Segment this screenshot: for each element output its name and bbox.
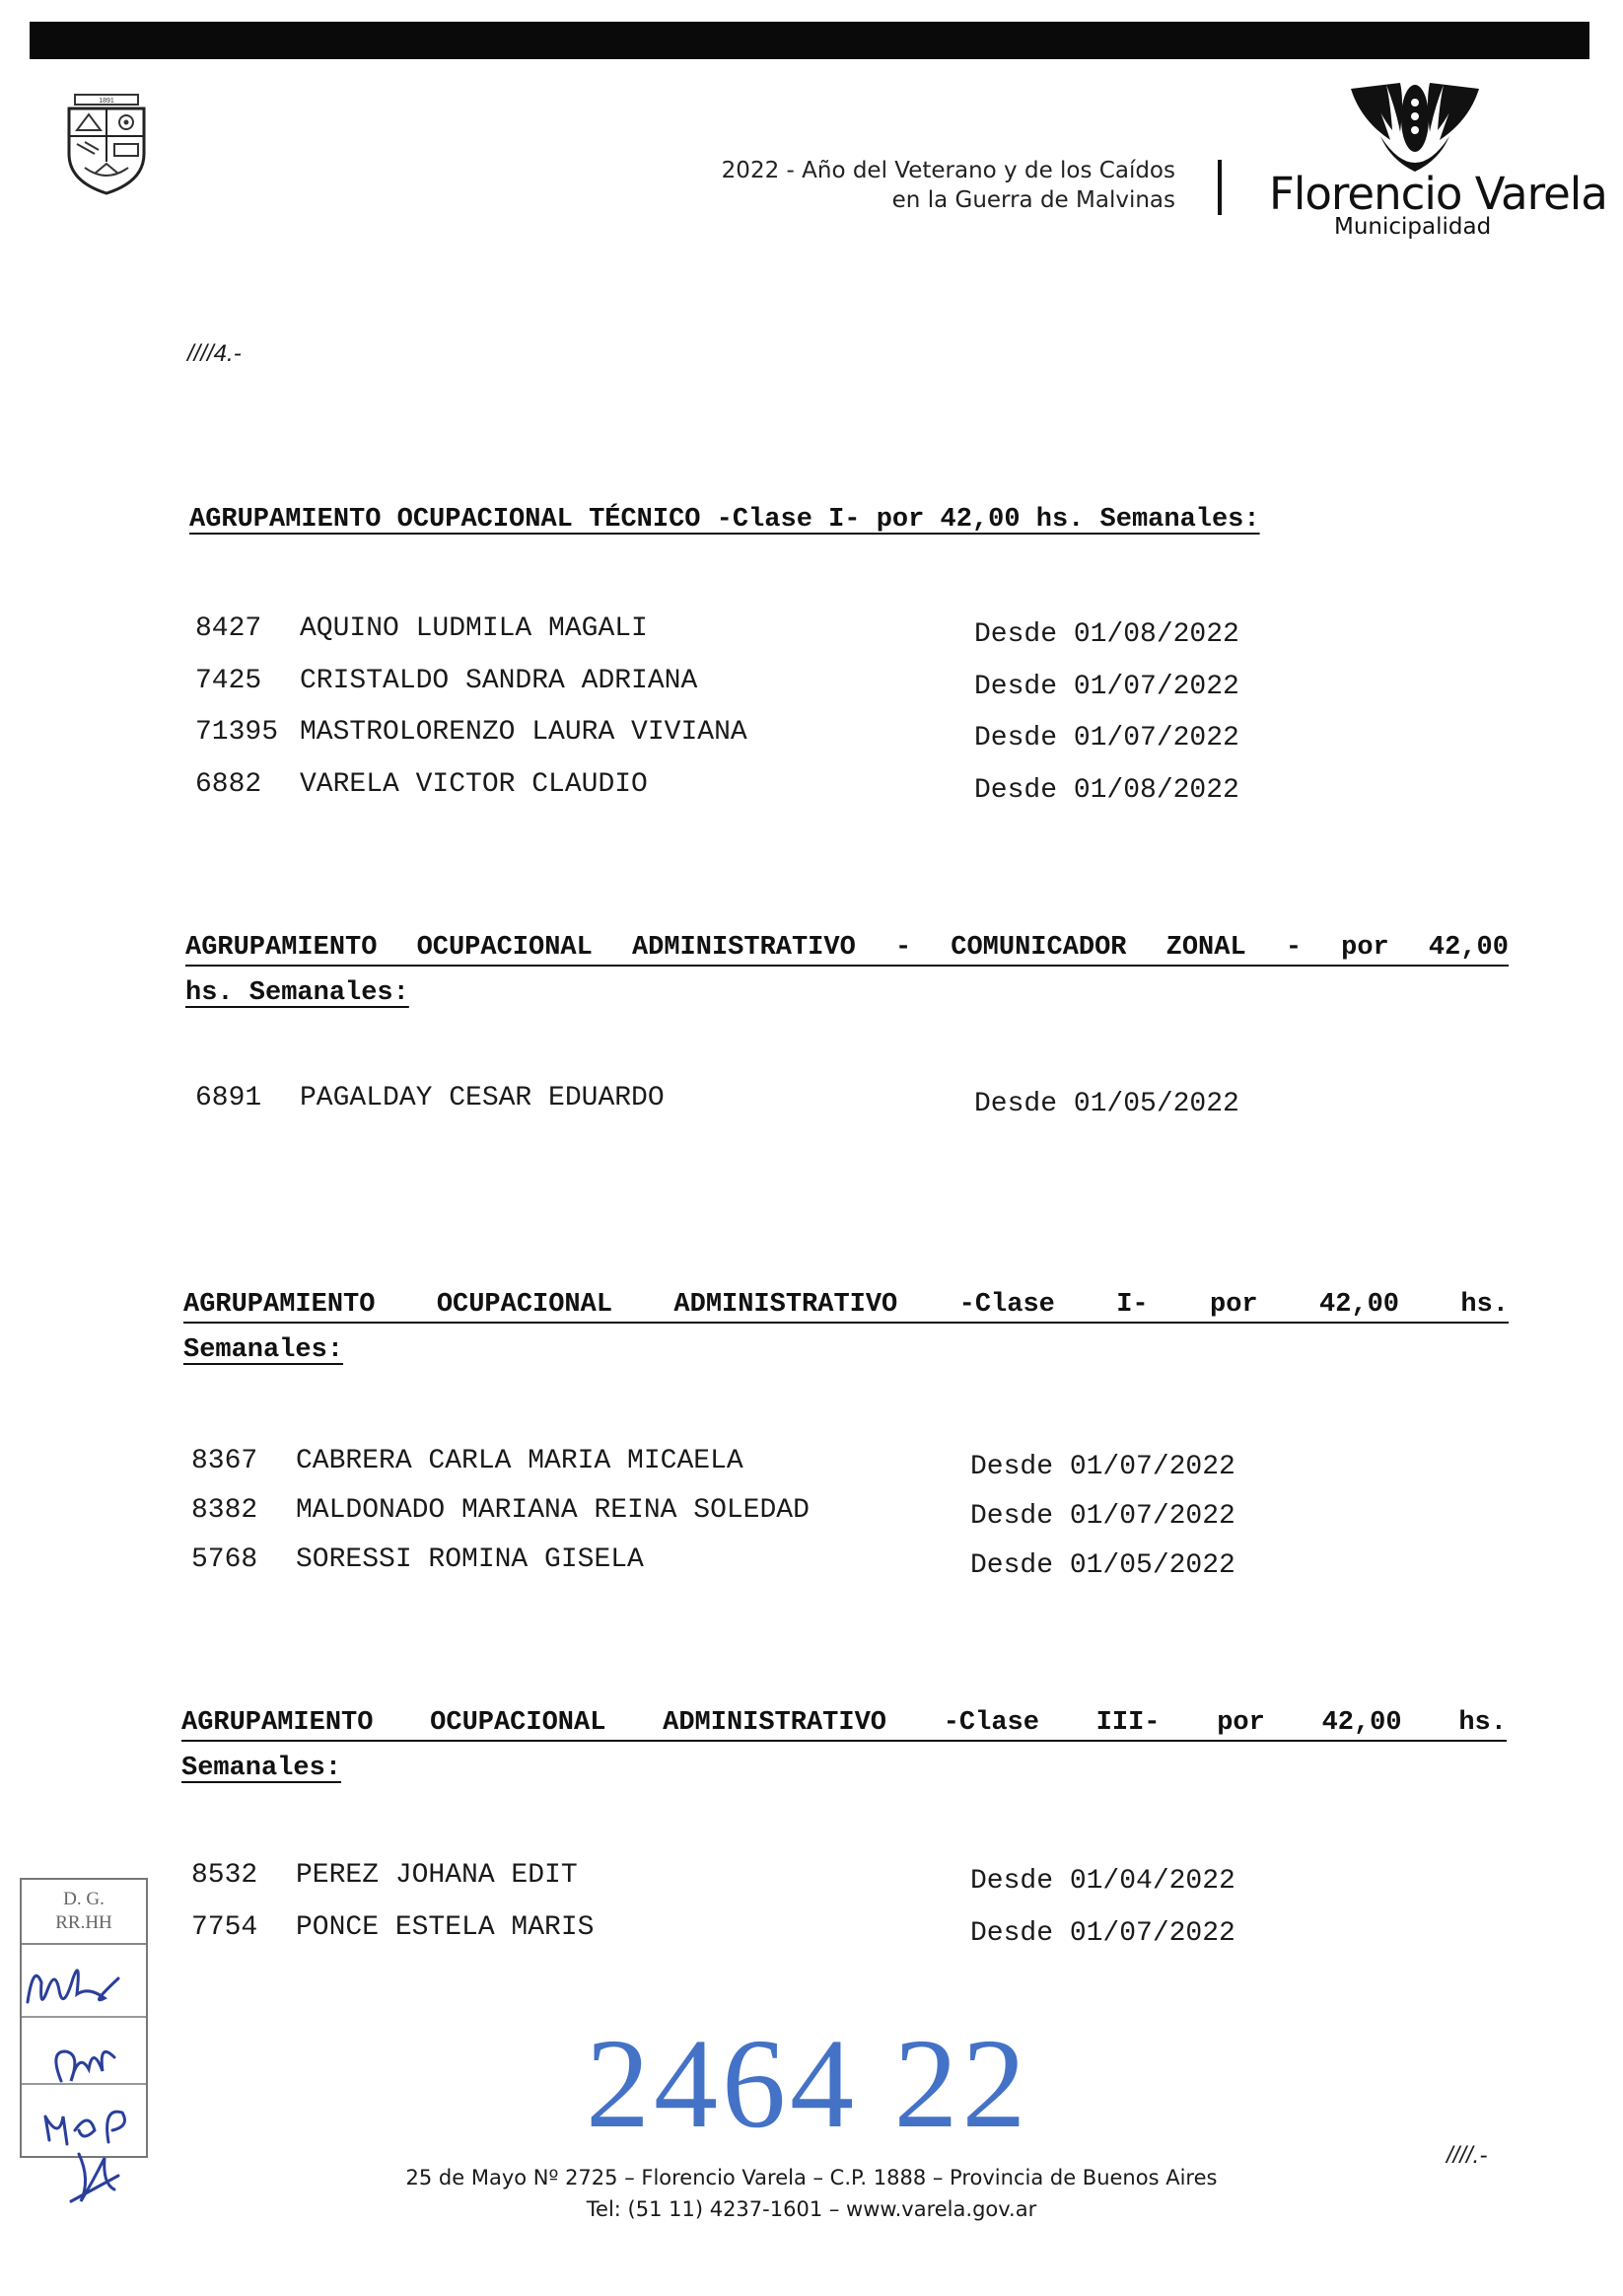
- brand-name: Florencio Varela: [1269, 168, 1607, 220]
- file-number: 8427: [195, 613, 262, 644]
- page-reference: ////4.-: [187, 340, 242, 367]
- start-date: Desde 01/08/2022: [974, 774, 1239, 806]
- section-heading-line-1: AGRUPAMIENTO OCUPACIONAL ADMINISTRATIVO -Clase III- por 42,00 hs.: [181, 1708, 1507, 1742]
- section-heading-line-1: AGRUPAMIENTO OCUPACIONAL TÉCNICO -Clase I- por 42,00 hs. Semanales:: [189, 505, 1260, 535]
- start-date: Desde 01/07/2022: [970, 1501, 1235, 1532]
- employee-name: PEREZ JOHANA EDIT: [296, 1860, 578, 1891]
- employee-name: VARELA VICTOR CLAUDIO: [300, 768, 648, 800]
- section-heading-line-2: Semanales:: [183, 1335, 344, 1365]
- start-date: Desde 01/08/2022: [974, 619, 1239, 650]
- footer-address: 25 de Mayo Nº 2725 – Florencio Varela – C.P. 1888 – Provincia de Buenos Aires: [405, 2166, 1218, 2189]
- continuation-mark: ////.-: [1447, 2142, 1488, 2169]
- top-black-bar: [30, 22, 1589, 59]
- start-date: Desde 01/07/2022: [970, 1452, 1235, 1482]
- employee-name: MASTROLORENZO LAURA VIVIANA: [300, 717, 747, 748]
- employee-name: MALDONADO MARIANA REINA SOLEDAD: [296, 1495, 810, 1526]
- start-date: Desde 01/05/2022: [970, 1550, 1235, 1581]
- section-heading-comunicador: [185, 933, 1509, 1008]
- employee-name: SORESSI ROMINA GISELA: [296, 1544, 644, 1575]
- file-number: 6891: [195, 1083, 262, 1113]
- start-date: Desde 01/07/2022: [970, 1917, 1235, 1949]
- file-number: 8367: [191, 1446, 258, 1476]
- start-date: Desde 01/07/2022: [974, 723, 1239, 753]
- start-date: Desde 01/04/2022: [970, 1866, 1235, 1897]
- section-heading-administrativo-clase-iii: [181, 1708, 1507, 1783]
- section-heading-tecnico: [189, 505, 1402, 535]
- florencio-varela-logo-icon: [1341, 81, 1489, 179]
- hr-stamp-line-1: D. G.: [63, 1889, 105, 1909]
- employee-name: CABRERA CARLA MARIA MICAELA: [296, 1446, 743, 1476]
- header-divider: [1218, 160, 1222, 215]
- section-heading-line-1: AGRUPAMIENTO OCUPACIONAL ADMINISTRATIVO -Clase I- por 42,00 hs.: [183, 1290, 1509, 1324]
- section-heading-line-2: hs. Semanales:: [185, 978, 409, 1008]
- section-heading-line-2: Semanales:: [181, 1754, 342, 1783]
- section-heading-line-1: AGRUPAMIENTO OCUPACIONAL ADMINISTRATIVO - COMUNICADOR ZONAL - por 42,00: [185, 933, 1509, 967]
- motto-line-2: en la Guerra de Malvinas: [891, 187, 1175, 213]
- employee-name: AQUINO LUDMILA MAGALI: [300, 613, 648, 644]
- file-number: 8382: [191, 1495, 258, 1526]
- employee-name: CRISTALDO SANDRA ADRIANA: [300, 665, 698, 696]
- file-number: 7425: [195, 665, 262, 696]
- start-date: Desde 01/05/2022: [974, 1089, 1239, 1119]
- resolution-stamp-number: 2464 22: [586, 2013, 1030, 2155]
- employee-name: PONCE ESTELA MARIS: [296, 1911, 595, 1943]
- motto-line-1: 2022 - Año del Veterano y de los Caídos: [721, 158, 1175, 183]
- handwritten-initials-signature: [20, 1943, 158, 2239]
- year-motto: [722, 156, 1175, 215]
- file-number: 6882: [195, 768, 262, 800]
- hr-stamp-line-2: RR.HH: [55, 1912, 112, 1933]
- file-number: 8532: [191, 1860, 258, 1891]
- crest-year: 1891: [99, 98, 114, 105]
- employee-name: PAGALDAY CESAR EDUARDO: [300, 1083, 665, 1113]
- file-number: 5768: [191, 1544, 258, 1575]
- section-heading-administrativo-clase-i: [183, 1290, 1509, 1365]
- footer-contact: Tel: (51 11) 4237-1601 – www.varela.gov.ar: [586, 2197, 1037, 2221]
- municipal-crest-icon: [65, 93, 148, 195]
- file-number: 71395: [195, 717, 279, 748]
- start-date: Desde 01/07/2022: [974, 671, 1239, 702]
- hr-stamp-header: [22, 1880, 146, 1945]
- brand-subtitle: Municipalidad: [1334, 214, 1492, 240]
- file-number: 7754: [191, 1911, 258, 1943]
